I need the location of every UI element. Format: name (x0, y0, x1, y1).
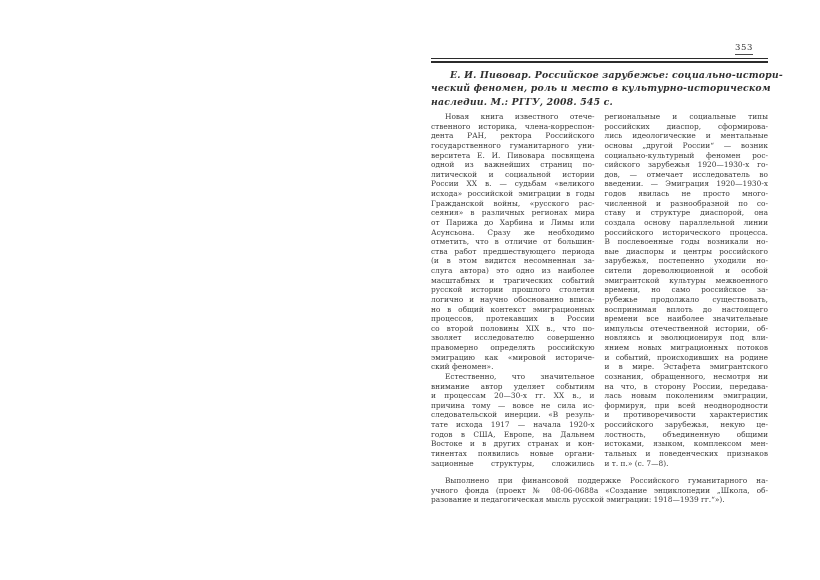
text-line: основы „другой России“ — возник (604, 140, 768, 150)
text-line: ставу и структуре диаспорой, она (604, 208, 768, 218)
text-line: региональные и социальные типы (604, 112, 768, 121)
text-line: и противоречивости характеристик (604, 410, 768, 420)
text-line: Гражданской войны, «русского рас- (431, 198, 595, 208)
text-line: эмиграцию как «мировой историче- (431, 352, 595, 362)
column-right (605, 112, 769, 468)
text-line: российского исторического процесса. (604, 227, 768, 237)
text-line: российских диаспор, сформирова- (604, 121, 768, 131)
text-line: ский феномен». (431, 362, 494, 372)
text-line: новляясь и эволюционируя под вли- (604, 333, 768, 343)
text-line: тате исхода 1917 — начала 1920-х (431, 420, 595, 429)
text-line: ственного историка, члена-корреспон- (431, 121, 595, 131)
text-line: времени все наиболее значительные (604, 314, 768, 324)
text-line: сеяния» в различных регионах мира (431, 208, 595, 218)
text-line: Востоке и в других странах и кон- (431, 439, 595, 449)
text-line: тинентах появились новые органи- (431, 448, 595, 458)
text-line: зарубежья, постепенно уходили но- (604, 256, 768, 266)
text-line: отметить, что в отличие от большин- (431, 237, 595, 247)
text-line: истоками, языком, комплексом мен- (604, 439, 768, 449)
text-line: от Парижа до Харбина и Лимы или (431, 217, 595, 227)
text-line: наследии. М.: РГГУ, 2008. 545 с. (431, 96, 613, 108)
text-line: Е. И. Пивовар. Российское зарубежье: социально-истори- (450, 70, 783, 81)
text-line: лостность, объединенную общими (604, 429, 768, 439)
text-line: сители дореволюционной и особой (604, 266, 768, 275)
text-line: ческий феномен, роль и место в культурно-историческом (431, 83, 771, 95)
text-line: верситета Е. И. Пивовара посвящена (431, 150, 595, 160)
text-line: времени, но само российское за- (604, 285, 768, 295)
text-line: следовательской инерции. «В резуль- (431, 410, 595, 420)
text-line: внимание автор уделяет событиям (431, 381, 595, 391)
text-line: Асунсьона. Сразу же необходимо (431, 227, 595, 237)
text-line: Выполнено при финансовой поддержке Российского гуманитарного на- (445, 476, 768, 485)
text-line: логично и научно обоснованно вписа- (431, 294, 595, 304)
text-line: (и в этом видится несомненная за- (431, 256, 595, 266)
body-columns (431, 112, 768, 468)
text-line: годов в США, Европе, на Дальнем (431, 429, 595, 439)
text-line: дента РАН, ректора Российского (431, 131, 595, 141)
text-line: сознания, обращенного, несмотря ни (604, 371, 768, 381)
text-line: и событий, происходивших на родине (604, 352, 768, 362)
text-line: зволяет исследователю совершенно (431, 333, 595, 343)
text-line: процессов, протекавших в России (431, 314, 595, 324)
text-line: Новая книга известного отече- (445, 112, 595, 121)
text-line: социально-культурный феномен рос- (604, 150, 768, 160)
text-line: причина тому — вовсе не сила ис- (431, 400, 595, 410)
text-line: со второй половины XIX в., что по- (431, 323, 595, 333)
text-line: сийского зарубежья 1920—1930-х го- (604, 160, 768, 170)
text-line: ства работ предшествующего периода (431, 246, 595, 256)
text-line: и в мире. Эстафета эмигрантского (604, 362, 768, 372)
text-line: литической и социальной истории (431, 169, 595, 179)
page-number: 353 (734, 43, 753, 53)
text-line: воспринимая вплоть до настоящего (604, 304, 768, 314)
text-line: дов, — отмечает исследователь во (604, 169, 768, 179)
footnote (431, 476, 768, 505)
text-line: российского зарубежья, некую це- (604, 420, 768, 429)
text-line: Естественно, что значительное (445, 371, 595, 381)
review-title (431, 69, 783, 109)
text-line: лись идеологические и ментальные (604, 131, 768, 141)
text-line: рубежье продолжало существовать, (604, 294, 768, 304)
text-line: янием новых миграционных потоков (604, 343, 768, 352)
text-line: масштабных и трагических событий (431, 275, 595, 285)
text-line: эмигрантской культуры межвоенного (604, 275, 768, 285)
text-line: В послевоенные годы возникали но- (604, 237, 768, 247)
text-line: России XX в. — судьбам «великого (431, 179, 595, 189)
text-line: государственного гуманитарного уни- (431, 140, 595, 150)
text-line: русской истории прошлого столетия (431, 285, 595, 295)
text-line: и процессам 20—30-х гг. XX в., и (431, 391, 595, 401)
column-left (431, 112, 595, 468)
text-line: но в общий контекст эмиграционных (431, 304, 595, 314)
text-line: введении. — Эмиграция 1920—1930-х (604, 179, 768, 189)
text-line: учного фонда (проект № 08-06-0688а «Создание энциклопедии „Школа, об- (431, 485, 768, 495)
text-line: тальных и поведенческих признаков (604, 448, 768, 458)
text-line: правомерно определять российскую (431, 343, 595, 352)
text-line: слуга автора) это одно из наиболее (431, 266, 595, 275)
text-line: на что, в сторону России, передава- (604, 381, 768, 391)
text-line: вые диаспоры и центры российского (604, 246, 768, 256)
text-line: создала основу параллельной линии (604, 217, 768, 227)
text-line: исхода» российской эмиграции в годы (431, 189, 595, 198)
text-line: разование и педагогическая мысль русской эмиграции: 1918—1939 гг.“»). (431, 495, 725, 505)
text-line: численной и разнообразной по со- (604, 198, 768, 208)
header-rule (431, 58, 768, 63)
text-line: импульсы отечественной истории, об- (604, 323, 768, 333)
text-line: лась новым поколениям эмиграции, (604, 391, 768, 401)
text-line: годов явилась не просто много- (604, 189, 768, 198)
text-line: формируя, при всей неоднородности (604, 400, 768, 410)
text-line: зационные структуры, сложились (431, 458, 595, 468)
text-line: и т. п.» (с. 7—8). (604, 458, 669, 468)
text-line: одной из важнейших страниц по- (431, 160, 595, 170)
